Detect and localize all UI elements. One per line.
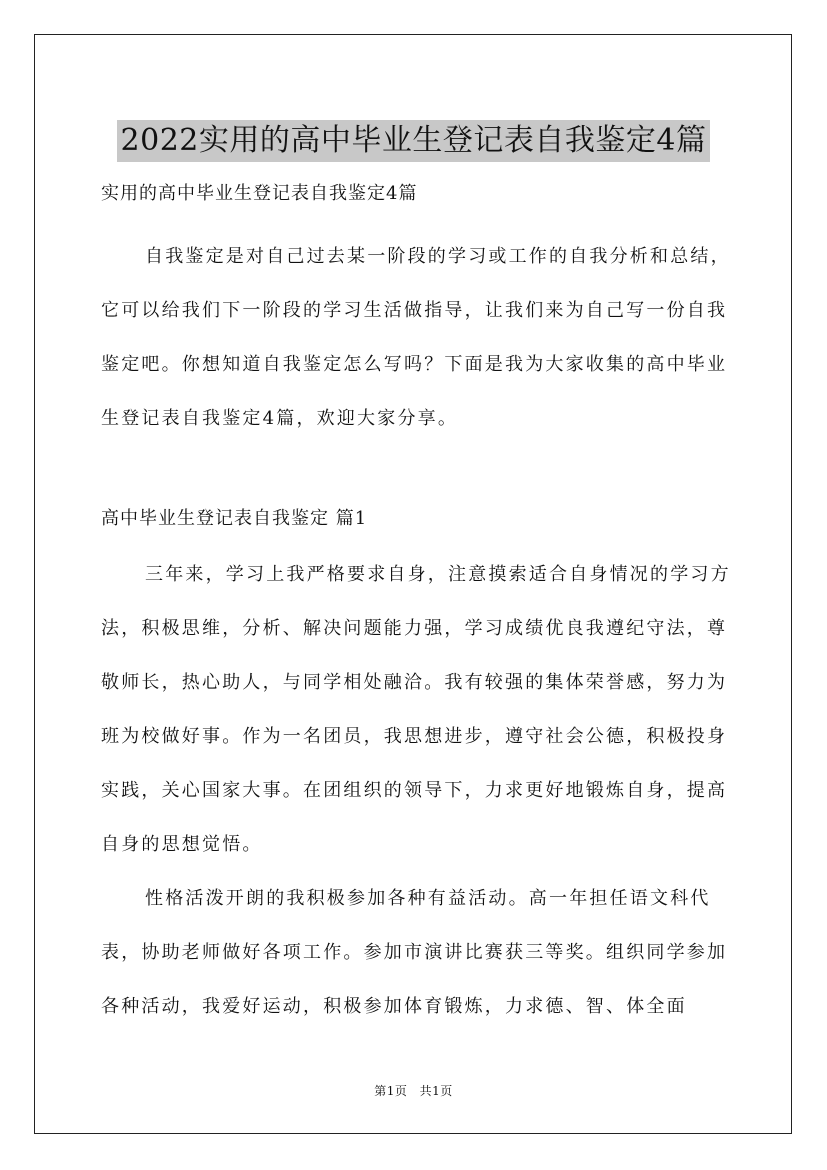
intro-paragraph: 自我鉴定是对自己过去某一阶段的学习或工作的自我分析和总结，它可以给我们下一阶段的学习生活做指导，让我们来为自己写一份自我鉴定吧。你想知道自我鉴定怎么写吗？下面是我为大家收集的高中毕业生登记表自我鉴定4篇，欢迎大家分享。: [101, 246, 731, 429]
page-total: 共1页: [419, 1084, 453, 1098]
document-title: 2022实用的高中毕业生登记表自我鉴定4篇: [117, 120, 711, 162]
page-footer: [0, 1083, 827, 1099]
section-title: 高中毕业生登记表自我鉴定 篇1: [101, 508, 368, 529]
title-container: [0, 100, 827, 182]
page-number: 第1页: [374, 1084, 408, 1098]
document-subtitle: 实用的高中毕业生登记表自我鉴定4篇: [101, 183, 418, 204]
body-paragraph-2: 性格活泼开朗的我积极参加各种有益活动。高一年担任语文科代表，协助老师做好各项工作。参加市演讲比赛获三等奖。组织同学参加各种活动，我爱好运动，积极参加体育锻炼，力求德、智、体全面: [101, 888, 728, 1017]
body-paragraph-1: 三年来，学习上我严格要求自身，注意摸索适合自身情况的学习方法，积极思维，分析、解决问题能力强，学习成绩优良我遵纪守法，尊敬师长，热心助人，与同学相处融洽。我有较强的集体荣誉感，努力为班为校做好事。作为一名团员，我思想进步，遵守社会公德，积极投身实践，关心国家大事。在团组织的领导下，力求更好地锻炼自身，提高自身的思想觉悟。: [101, 564, 731, 855]
